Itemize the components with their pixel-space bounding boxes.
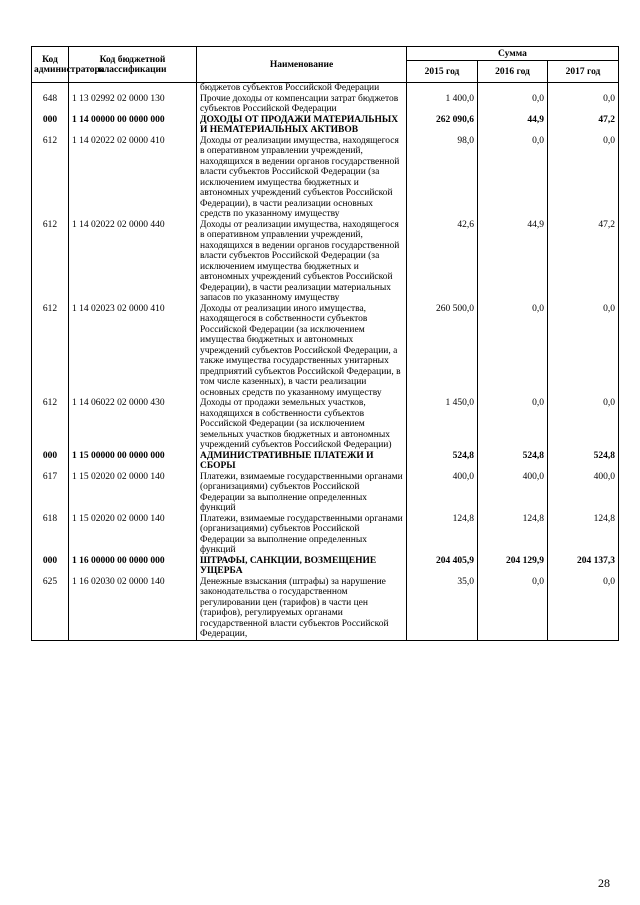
- admin-code-cell: 625: [32, 577, 69, 641]
- admin-code-cell: 612: [32, 398, 69, 451]
- header-year-2016: 2016 год: [478, 61, 548, 83]
- amount-2015-cell: 1 400,0: [407, 94, 478, 115]
- amount-2017-cell: 0,0: [548, 577, 619, 641]
- amount-2017-cell: 124,8: [548, 514, 619, 556]
- budget-code-cell: 1 16 02030 02 0000 140: [69, 577, 197, 641]
- budget-code-cell: 1 15 00000 00 0000 000: [69, 451, 197, 472]
- table-row: [32, 514, 619, 556]
- name-cell: АДМИНИСТРАТИВНЫЕ ПЛАТЕЖИ И СБОРЫ: [197, 451, 407, 472]
- table-row: [32, 220, 619, 304]
- amount-2017-cell: 47,2: [548, 220, 619, 304]
- amount-2016-cell: 0,0: [478, 136, 548, 220]
- amount-2015-cell: 262 090,6: [407, 115, 478, 136]
- amount-2016-cell: 204 129,9: [478, 556, 548, 577]
- amount-2015-cell: 524,8: [407, 451, 478, 472]
- header-year-2015: 2015 год: [407, 61, 478, 83]
- header-admin-code: Код администратора: [32, 47, 69, 83]
- page-number: 28: [598, 876, 610, 890]
- amount-2016-cell: 400,0: [478, 472, 548, 514]
- budget-code-cell: 1 14 06022 02 0000 430: [69, 398, 197, 451]
- name-cell: Доходы от реализации иного имущества, находящегося в собственности субъектов Российской Федерации (за исключением имущества бюджетных и автономных учреждений субъектов Российской Федерации, а также имущества государственных унитарных предприятий субъектов Российской Федерации, в том числе казенных), в части реализации основных средств по указанному имуществу: [197, 304, 407, 399]
- name-cell: Доходы от продажи земельных участков, находящихся в собственности субъектов Российской Федерации (за исключением земельных участков бюджетных и автономных учреждений субъектов Российской Федерации): [197, 398, 407, 451]
- table-row: [32, 136, 619, 220]
- table-row: [32, 94, 619, 115]
- budget-code-cell: 1 15 02020 02 0000 140: [69, 514, 197, 556]
- name-cell: Платежи, взимаемые государственными органами (организациями) субъектов Российской Федерации за выполнение определенных функций: [197, 472, 407, 514]
- name-cell: Платежи, взимаемые государственными органами (организациями) субъектов Российской Федерации за выполнение определенных функций: [197, 514, 407, 556]
- header-sum: Сумма: [407, 47, 619, 61]
- table-row: [32, 577, 619, 641]
- amount-2016-cell: 0,0: [478, 577, 548, 641]
- admin-code-cell: 617: [32, 472, 69, 514]
- name-cell: ШТРАФЫ, САНКЦИИ, ВОЗМЕЩЕНИЕ УЩЕРБА: [197, 556, 407, 577]
- amount-2016-cell: 0,0: [478, 304, 548, 399]
- admin-code-cell: 000: [32, 451, 69, 472]
- amount-2015-cell: [407, 83, 478, 94]
- table-row: [32, 472, 619, 514]
- amount-2016-cell: 0,0: [478, 94, 548, 115]
- budget-code-cell: 1 13 02992 02 0000 130: [69, 94, 197, 115]
- budget-table: [31, 46, 619, 641]
- amount-2017-cell: 0,0: [548, 398, 619, 451]
- amount-2016-cell: 44,9: [478, 220, 548, 304]
- admin-code-cell: 000: [32, 556, 69, 577]
- admin-code-cell: 618: [32, 514, 69, 556]
- amount-2016-cell: 524,8: [478, 451, 548, 472]
- budget-code-cell: 1 14 00000 00 0000 000: [69, 115, 197, 136]
- name-cell: Доходы от реализации имущества, находящегося в оперативном управлении учреждений, находящихся в ведении органов государственной власти субъектов Российской Федерации (за исключением имущества бюджетных и автономных учреждений субъектов Российской Федерации), в части реализации основных средств по указанному имуществу: [197, 136, 407, 220]
- amount-2015-cell: 98,0: [407, 136, 478, 220]
- amount-2015-cell: 124,8: [407, 514, 478, 556]
- amount-2016-cell: 0,0: [478, 398, 548, 451]
- amount-2016-cell: 124,8: [478, 514, 548, 556]
- admin-code-cell: 612: [32, 220, 69, 304]
- name-cell: Доходы от реализации имущества, находящегося в оперативном управлении учреждений, находящихся в ведении органов государственной власти субъектов Российской Федерации (за исключением имущества бюджетных и автономных учреждений субъектов Российской Федерации), в части реализации материальных запасов по указанному имуществу: [197, 220, 407, 304]
- amount-2015-cell: 42,6: [407, 220, 478, 304]
- amount-2016-cell: 44,9: [478, 115, 548, 136]
- name-cell: Прочие доходы от компенсации затрат бюджетов субъектов Российской Федерации: [197, 94, 407, 115]
- table-row: [32, 556, 619, 577]
- budget-code-cell: 1 16 00000 00 0000 000: [69, 556, 197, 577]
- amount-2015-cell: 204 405,9: [407, 556, 478, 577]
- amount-2017-cell: 47,2: [548, 115, 619, 136]
- budget-code-cell: 1 14 02022 02 0000 410: [69, 136, 197, 220]
- table-row: [32, 83, 619, 94]
- admin-code-cell: 000: [32, 115, 69, 136]
- header-name: Наименование: [197, 47, 407, 83]
- header-budget-code: Код бюджетной классификации: [69, 47, 197, 83]
- amount-2015-cell: 260 500,0: [407, 304, 478, 399]
- name-cell: ДОХОДЫ ОТ ПРОДАЖИ МАТЕРИАЛЬНЫХ И НЕМАТЕРИАЛЬНЫХ АКТИВОВ: [197, 115, 407, 136]
- table-row: [32, 115, 619, 136]
- amount-2015-cell: 400,0: [407, 472, 478, 514]
- header-year-2017: 2017 год: [548, 61, 619, 83]
- budget-code-cell: 1 14 02022 02 0000 440: [69, 220, 197, 304]
- amount-2017-cell: 204 137,3: [548, 556, 619, 577]
- amount-2017-cell: 524,8: [548, 451, 619, 472]
- table-body: [32, 83, 619, 641]
- table-row: [32, 398, 619, 451]
- amount-2017-cell: [548, 83, 619, 94]
- admin-code-cell: 648: [32, 94, 69, 115]
- name-cell: бюджетов субъектов Российской Федерации: [197, 83, 407, 94]
- name-cell: Денежные взыскания (штрафы) за нарушение законодательства о государственном регулировании цен (тарифов) в части цен (тарифов), регулируемых органами государственной власти субъектов Российской Федерации,: [197, 577, 407, 641]
- admin-code-cell: 612: [32, 136, 69, 220]
- amount-2017-cell: 0,0: [548, 304, 619, 399]
- budget-code-cell: [69, 83, 197, 94]
- admin-code-cell: 612: [32, 304, 69, 399]
- amount-2015-cell: 1 450,0: [407, 398, 478, 451]
- amount-2016-cell: [478, 83, 548, 94]
- budget-code-cell: 1 15 02020 02 0000 140: [69, 472, 197, 514]
- table-row: [32, 451, 619, 472]
- admin-code-cell: [32, 83, 69, 94]
- table-row: [32, 304, 619, 399]
- amount-2017-cell: 400,0: [548, 472, 619, 514]
- amount-2017-cell: 0,0: [548, 136, 619, 220]
- amount-2017-cell: 0,0: [548, 94, 619, 115]
- amount-2015-cell: 35,0: [407, 577, 478, 641]
- budget-code-cell: 1 14 02023 02 0000 410: [69, 304, 197, 399]
